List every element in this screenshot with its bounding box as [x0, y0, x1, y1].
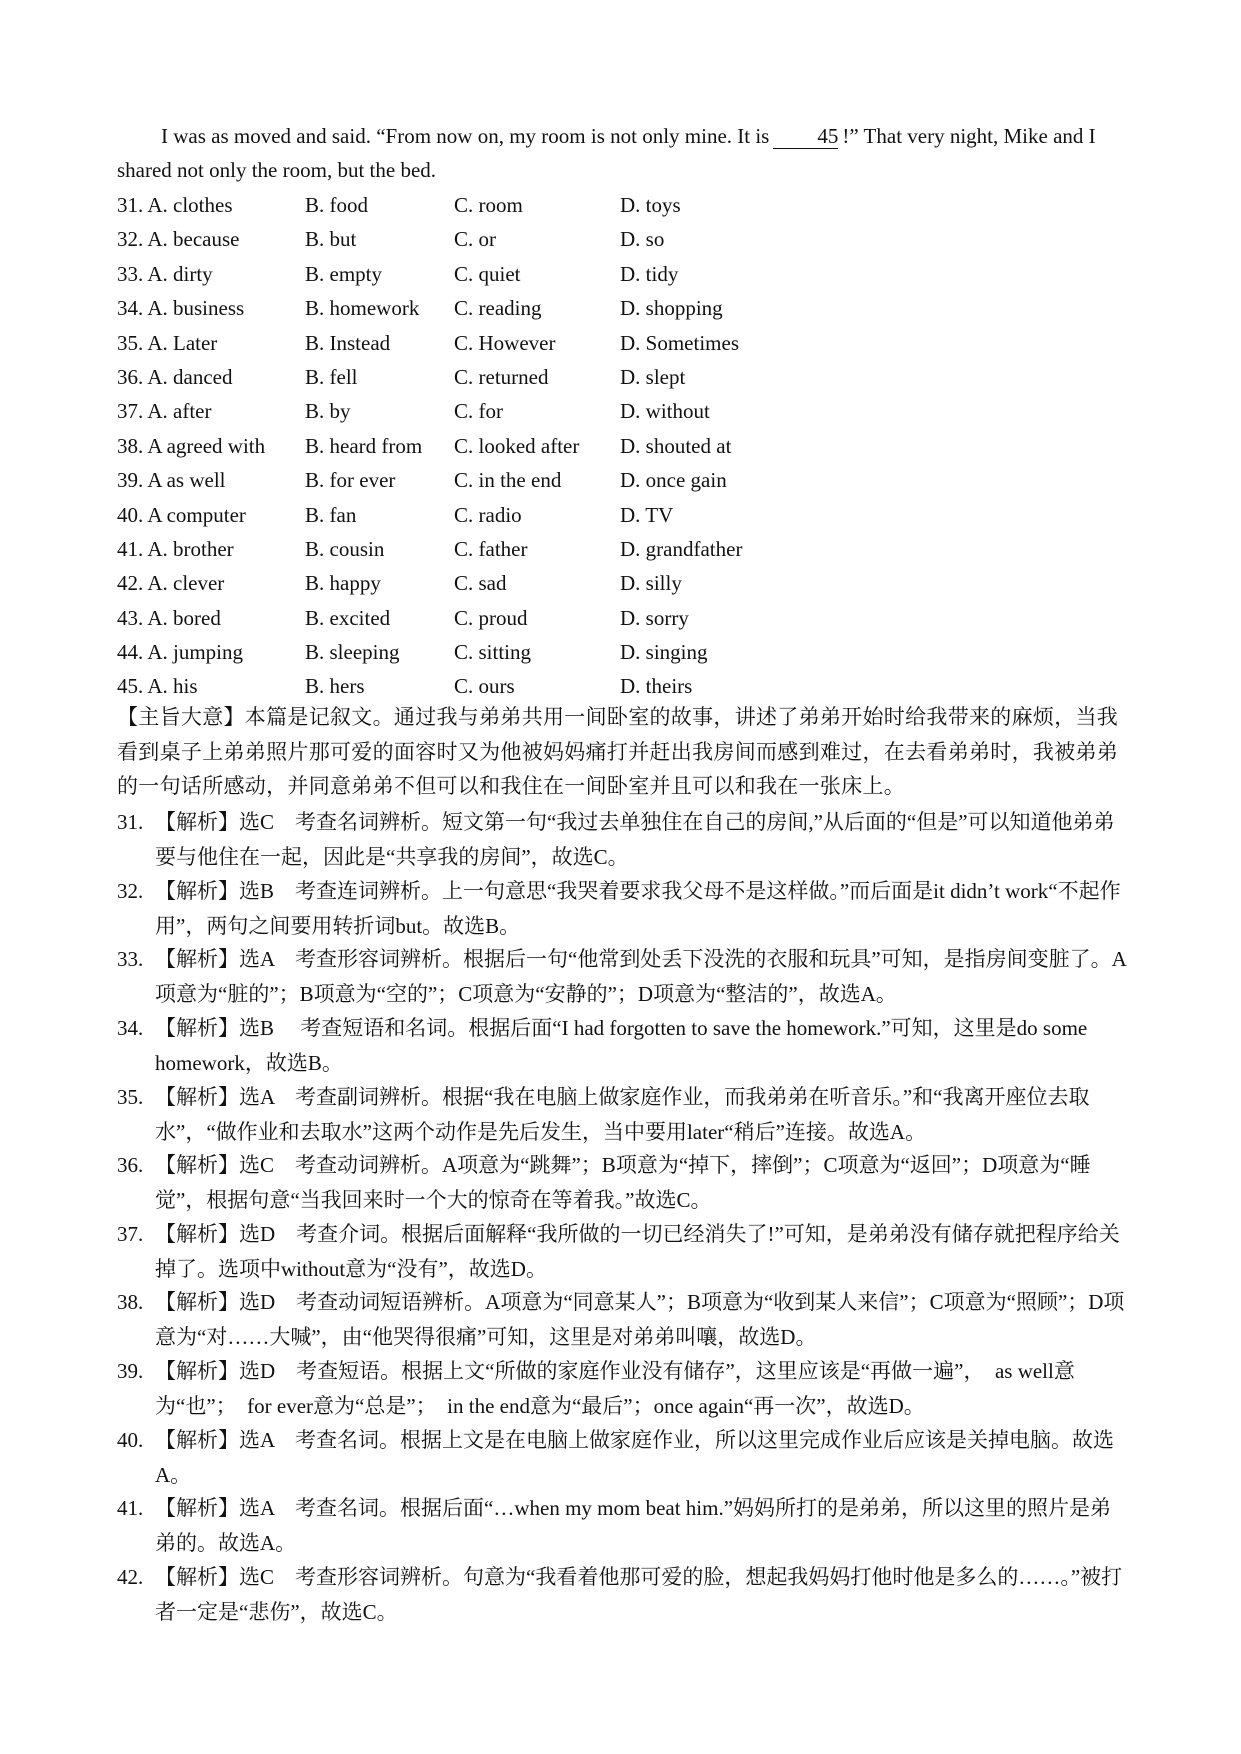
explanation-text: 【解析】选A 考查形容词辨析。根据后一句“他常到处丢下没洗的衣服和玩具”可知，是指房间变脏了。A项意为“脏的”；B项意为“空的”；C项意为“安静的”；D项意为“整洁的”，故选A。 [155, 947, 1127, 1006]
option-a: 40. A computer [117, 502, 246, 527]
explanation-number: 39. [117, 1359, 144, 1383]
option-c: C. room [454, 193, 523, 217]
option-b: B. heard from [305, 433, 423, 458]
option-c: C. father [454, 536, 528, 561]
option-row [117, 601, 1127, 635]
summary-paragraph: 【主旨大意】本篇是记叙文。通过我与弟弟共用一间卧室的故事，讲述了弟弟开始时给我带来的麻烦，当我看到桌子上弟弟照片那可爱的面容时又为他被妈妈痛打并赶出我房间而感到难过，在去看弟弟时，我被弟弟的一句话所感动，并同意弟弟不但可以和我住在一间卧室并且可以和我在一张床上。 [117, 705, 1119, 798]
explanation-number: 33. [117, 947, 144, 971]
option-a: 35. A. Later [117, 330, 218, 355]
explanation-text: 【解析】选C 考查名词辨析。短文第一句“我过去单独住在自己的房间,”从后面的“但是”可以知道他弟弟要与他住在一起，因此是“共享我的房间”，故选C。 [155, 810, 1115, 869]
option-b: B. fell [305, 364, 358, 389]
option-c: C. reading [454, 296, 542, 321]
explanation-number: 36. [117, 1153, 144, 1177]
option-d: D. grandfather [620, 536, 743, 561]
explanation-34 [117, 1011, 1127, 1080]
blank-45: 45 [773, 124, 838, 149]
explanation-32 [117, 874, 1127, 943]
explanation-36 [117, 1148, 1127, 1217]
explanation-number: 42. [117, 1565, 144, 1589]
option-d: D. shopping [620, 296, 723, 321]
explanation-number: 40. [117, 1428, 144, 1452]
explanation-37 [117, 1217, 1127, 1286]
explanation-40 [117, 1423, 1127, 1492]
option-d: D. shouted at [620, 433, 732, 458]
explanation-text: 【解析】选D 考查动词短语辨析。A项意为“同意某人”；B项意为“收到某人来信”；C项意为“照顾”；D项意为“对……大喊”，由“他哭得很痛”可知，这里是对弟弟叫嚷，故选D。 [155, 1290, 1125, 1349]
option-c: C. However [454, 330, 556, 355]
option-b: B. Instead [305, 330, 391, 355]
explanation-text: 【解析】选B 考查连词辨析。上一句意思“我哭着要求我父母不是这样做。”而后面是it didn’t work“不起作用”，两句之间要用转折词but。故选B。 [155, 879, 1121, 938]
option-d: D. without [620, 399, 710, 424]
option-c: C. radio [454, 502, 522, 527]
option-row [117, 326, 1127, 360]
option-row [117, 463, 1127, 497]
explanation-text: 【解析】选A 考查副词辨析。根据“我在电脑上做家庭作业，而我弟弟在听音乐。”和“我离开座位去取水”，“做作业和去取水”这两个动作是先后发生，当中要用later“稍后”连接。故选A。 [155, 1085, 1090, 1144]
option-a: 39. A as well [117, 468, 226, 493]
option-d: D. once gain [620, 468, 727, 493]
options-list [117, 188, 1127, 704]
option-c: C. ours [454, 674, 515, 699]
explanation-text: 【解析】选A 考查名词。根据后面“…when my mom beat him.”妈妈所打的是弟弟，所以这里的照片是弟弟的。故选A。 [155, 1496, 1112, 1555]
option-row [117, 566, 1127, 600]
explanation-38 [117, 1285, 1127, 1354]
explanation-number: 31. [117, 810, 144, 834]
explanation-text: 【解析】选C 考查动词辨析。A项意为“跳舞”；B项意为“掉下，摔倒”；C项意为“返回”；D项意为“睡觉”，根据句意“当我回来时一个大的惊奇在等着我。”故选C。 [155, 1153, 1091, 1212]
option-b: B. fan [305, 502, 357, 527]
option-d: D. silly [620, 571, 682, 596]
option-row [117, 669, 1127, 703]
option-a: 31. A. clothes [117, 193, 233, 217]
explanation-number: 38. [117, 1290, 144, 1314]
explanation-33 [117, 942, 1127, 1011]
explanation-text: 【解析】选A 考查名词。根据上文是在电脑上做家庭作业，所以这里完成作业后应该是关掉电脑。故选A。 [155, 1428, 1115, 1487]
intro-text-before: I was as moved and said. “From now on, my room is not only mine. It is [161, 124, 770, 148]
option-b: B. homework [305, 296, 420, 321]
option-d: D. tidy [620, 261, 679, 286]
intro-paragraph [117, 119, 1127, 187]
option-c: C. sad [454, 571, 507, 596]
option-b: B. excited [305, 605, 391, 630]
option-d: D. singing [620, 640, 708, 665]
option-row [117, 360, 1127, 394]
option-a: 34. A. business [117, 296, 245, 321]
option-a: 37. A. after [117, 399, 212, 424]
option-a: 45. A. his [117, 674, 198, 699]
option-b: B. sleeping [305, 640, 400, 665]
option-row [117, 257, 1127, 291]
option-d: D. sorry [620, 605, 689, 630]
option-c: C. sitting [454, 640, 532, 665]
intro-text-after: !” That very night, Mike and I shared not only the room, but the bed. [117, 124, 1096, 182]
explanation-number: 37. [117, 1222, 144, 1246]
explanation-number: 32. [117, 879, 144, 903]
explanation-42 [117, 1560, 1127, 1629]
option-a: 43. A. bored [117, 605, 221, 630]
option-b: B. for ever [305, 468, 396, 493]
option-c: C. looked after [454, 433, 580, 458]
option-c: C. in the end [454, 468, 562, 493]
explanation-text: 【解析】选B 考查短语和名词。根据后面“I had forgotten to save the homework.”可知，这里是do some homework，故选B。 [155, 1016, 1088, 1075]
explanation-text: 【解析】选C 考查形容词辨析。句意为“我看着他那可爱的脸，想起我妈妈打他时他是多么的……。”被打者一定是“悲伤”，故选C。 [155, 1565, 1123, 1624]
option-d: D. theirs [620, 674, 693, 699]
option-b: B. empty [305, 261, 382, 286]
option-b: B. by [305, 399, 351, 424]
option-a: 42. A. clever [117, 571, 225, 596]
option-row [117, 394, 1127, 428]
option-c: C. returned [454, 364, 549, 389]
option-d: D. Sometimes [620, 330, 739, 355]
option-c: C. or [454, 227, 496, 252]
option-row [117, 532, 1127, 566]
explanation-number: 35. [117, 1085, 144, 1109]
option-row [117, 222, 1127, 256]
option-a: 32. A. because [117, 227, 240, 252]
option-c: C. proud [454, 605, 528, 630]
option-b: B. food [305, 193, 368, 217]
explanation-text: 【解析】选D 考查介词。根据后面解释“我所做的一切已经消失了!”可知，是弟弟没有储存就把程序给关掉了。选项中without意为“没有”，故选D。 [155, 1222, 1120, 1281]
explanation-31 [117, 805, 1127, 874]
option-a: 36. A. danced [117, 364, 233, 389]
option-d: D. toys [620, 193, 681, 217]
explanation-number: 34. [117, 1016, 144, 1040]
option-a: 38. A agreed with [117, 433, 266, 458]
option-c: C. for [454, 399, 503, 424]
option-row [117, 498, 1127, 532]
option-a: 44. A. jumping [117, 640, 244, 665]
option-d: D. TV [620, 502, 674, 527]
option-row [117, 291, 1127, 325]
option-row [117, 635, 1127, 669]
explanation-number: 41. [117, 1496, 144, 1520]
option-d: D. so [620, 227, 665, 252]
explanation-35 [117, 1080, 1127, 1149]
explanation-39 [117, 1354, 1127, 1423]
explanation-41 [117, 1491, 1127, 1560]
option-row [117, 188, 1127, 222]
option-c: C. quiet [454, 261, 521, 286]
option-b: B. but [305, 227, 357, 252]
option-d: D. slept [620, 364, 686, 389]
explanation-text: 【解析】选D 考查短语。根据上文“所做的家庭作业没有储存”，这里应该是“再做一遍”， as well意为“也”； for ever意为“总是”； in the end意为“最后”；once again“再一次”，故选D。 [155, 1359, 1075, 1418]
option-b: B. cousin [305, 536, 385, 561]
option-a: 41. A. brother [117, 536, 234, 561]
option-row [117, 429, 1127, 463]
option-b: B. happy [305, 571, 381, 596]
option-b: B. hers [305, 674, 365, 699]
option-a: 33. A. dirty [117, 261, 213, 286]
